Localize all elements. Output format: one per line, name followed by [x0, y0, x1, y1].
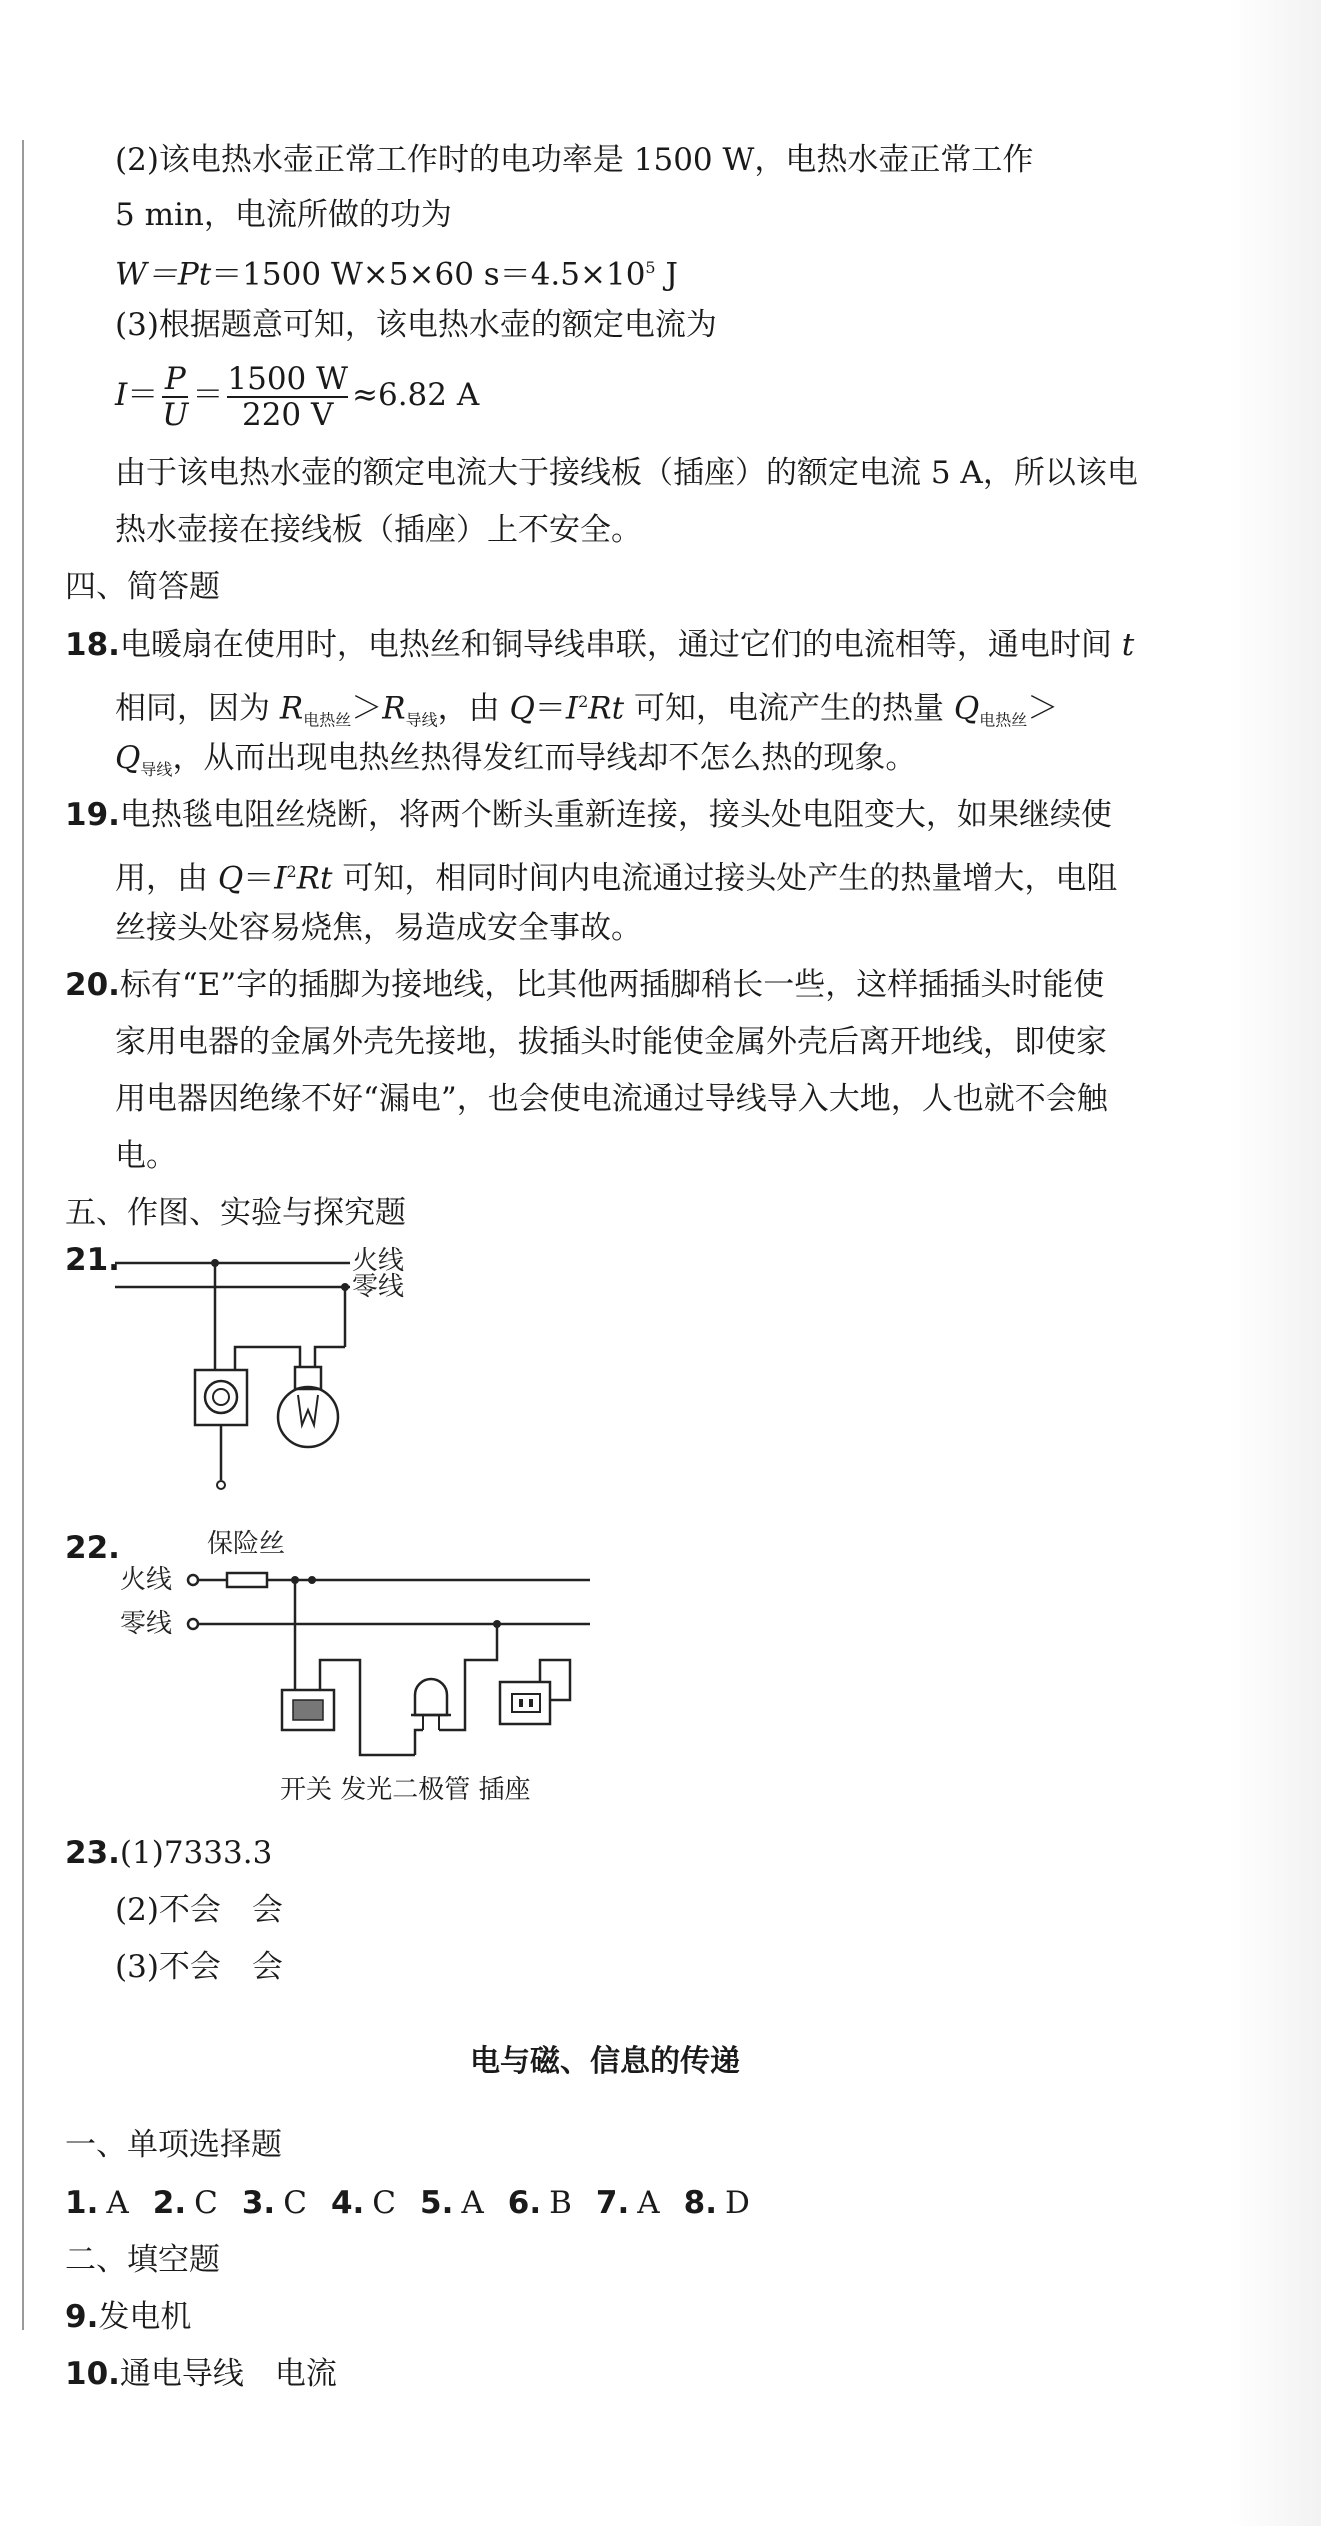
light-bulb-icon [278, 1387, 338, 1447]
led-icon [415, 1679, 447, 1715]
frac-den-u: U [162, 396, 189, 433]
q18-line3 [115, 738, 916, 790]
q20-line2: 家用电器的金属外壳先接地，拔插头时能使金属外壳后离开地线，即使家 [115, 1024, 1107, 1060]
mc-answer: B [549, 2185, 572, 2221]
neutral-label: 零线 [120, 1609, 173, 1639]
lamp-base-icon [295, 1367, 321, 1389]
q18-sq: 2 [578, 692, 589, 711]
mc-number: 6. [507, 2185, 542, 2221]
q17-part2-line2: 5 min，电流所做的功为 [115, 197, 452, 233]
mc-number: 1. [65, 2185, 99, 2221]
q20-text1: 标有“E”字的插脚为接地线，比其他两插脚稍长一些，这样插插头时能使 [119, 967, 1105, 1003]
q10-number: 10. [65, 2356, 120, 2392]
mc-answer: D [725, 2185, 750, 2221]
section-drawing-experiment: 五、作图、实验与探究题 [65, 1195, 406, 1231]
formula-i: I [115, 377, 128, 413]
q19-sq: 2 [286, 862, 297, 881]
q23-line1 [65, 1833, 272, 1873]
q22-circuit-diagram [115, 1520, 615, 1780]
q19-rt: Rt [296, 860, 333, 897]
socket-icon [195, 1370, 247, 1425]
q19-line2 [115, 852, 1117, 898]
live-label: 火线 [352, 1246, 405, 1276]
switch-button [293, 1700, 323, 1720]
q19-line1 [65, 795, 1112, 835]
mc-answer: C [283, 2185, 307, 2221]
frac-den-value: 220 V [241, 396, 334, 433]
q17-part3-line2: 由于该电热水壶的额定电流大于接线板（插座）的额定电流 5 A，所以该电 [115, 455, 1138, 491]
q19-text2b: 可知，相同时间内电流通过接头处产生的热量增大，电阻 [332, 860, 1118, 897]
q19-i: I [274, 860, 287, 897]
q19-eq: ＝ [243, 860, 275, 897]
q9-number: 9. [65, 2299, 99, 2335]
socket-hole [529, 1699, 533, 1707]
section-single-choice: 一、单项选择题 [65, 2127, 282, 2163]
neutral-terminal [188, 1619, 198, 1629]
q10-answer: 通电导线 电流 [119, 2356, 337, 2392]
fraction-values [227, 362, 348, 432]
q19-number: 19. [65, 797, 120, 833]
mc-answers-row [65, 2183, 750, 2223]
socket-hole [519, 1699, 523, 1707]
q18-i: I [565, 690, 579, 727]
mc-answer: C [194, 2185, 218, 2221]
q18-r2: R [382, 690, 406, 727]
wire [415, 1730, 423, 1755]
frac-num-value: 1500 W [227, 360, 348, 397]
q23-number: 23. [65, 1835, 120, 1871]
q21-circuit-diagram [100, 1235, 430, 1505]
q18-line2 [115, 682, 1058, 741]
q9-line [65, 2297, 191, 2337]
q17-current-formula [115, 360, 479, 432]
formula-result: ≈6.82 A [352, 377, 480, 413]
q18-eq: ＝ [534, 690, 566, 727]
q17-part2-line1: (2)该电热水壶正常工作时的电功率是 1500 W，电热水壶正常工作 [115, 142, 1034, 178]
section-fill-blank: 二、填空题 [65, 2242, 220, 2278]
mc-answer: A [461, 2185, 484, 2221]
q18-t: t [1121, 627, 1135, 663]
q18-gt1: ＞ [351, 690, 383, 727]
wire [235, 1347, 300, 1370]
section-short-answer: 四、简答题 [65, 569, 220, 605]
binding-margin-line [22, 140, 24, 2330]
mc-answer: A [637, 2185, 660, 2221]
filament [298, 1395, 318, 1425]
chapter-title: 电与磁、信息的传递 [470, 2044, 740, 2079]
formula-value: ＝1500 W×5×60 s＝4.5×10 [211, 256, 646, 293]
q18-q: Q [509, 690, 535, 727]
socket-face [512, 1694, 540, 1712]
q18-text2c: 可知，电流产生的热量 [624, 690, 954, 727]
mc-number: 3. [241, 2185, 276, 2221]
q17-work-formula [115, 248, 678, 294]
formula-exponent: 5 [645, 258, 656, 277]
mc-number: 2. [152, 2185, 187, 2221]
q18-number: 18. [65, 627, 120, 663]
socket-icon [500, 1682, 550, 1724]
q20-number: 20. [65, 967, 120, 1003]
wire [540, 1660, 570, 1700]
q18-sub-wire: 导线 [405, 710, 438, 730]
q20-line1 [65, 965, 1104, 1005]
socket-outlet-icon [205, 1381, 237, 1413]
q19-line3: 丝接头处容易烧焦，易造成安全事故。 [115, 910, 642, 946]
fuse-icon [227, 1573, 267, 1587]
formula-unit: J [655, 256, 678, 293]
q18-line1 [65, 625, 1134, 665]
q19-q: Q [217, 860, 244, 897]
fuse-label: 保险丝 [207, 1529, 286, 1559]
q23-answer3: (3)不会 会 [115, 1949, 283, 1985]
mc-number: 4. [330, 2185, 365, 2221]
q18-q3: Q [115, 740, 141, 776]
q20-line4: 电。 [115, 1138, 177, 1174]
mc-answer: C [372, 2185, 397, 2221]
neutral-label: 零线 [352, 1272, 405, 1302]
junction-dot [308, 1576, 316, 1584]
q21-num-text: 21. [65, 1242, 120, 1278]
mc-number: 5. [420, 2185, 454, 2221]
q23-answer1: (1)7333.3 [119, 1835, 273, 1871]
frac-num-p: P [162, 362, 188, 398]
live-terminal [188, 1575, 198, 1585]
q22-number [65, 1528, 120, 1568]
mc-answer: A [106, 2185, 129, 2221]
mc-number: 8. [683, 2185, 718, 2221]
q18-gt2: ＞ [1027, 690, 1059, 727]
q18-sub-wire2: 导线 [140, 760, 173, 780]
q23-answer2: (2)不会 会 [115, 1892, 283, 1928]
q17-part3-line1: (3)根据题意可知，该电热水壶的额定电流为 [115, 307, 717, 343]
q19-text1: 电热毯电阻丝烧断，将两个断头重新连接，接头处电阻变大，如果继续使 [119, 797, 1112, 833]
mc-number: 7. [595, 2185, 630, 2221]
q19-text2a: 用，由 [115, 860, 218, 897]
q17-part3-line3: 热水壶接在接线板（插座）上不安全。 [115, 512, 642, 548]
q20-line3: 用电器因绝缘不好“漏电”，也会使电流通过导线导入大地，人也就不会触 [115, 1081, 1108, 1117]
formula-pt: Pt [177, 256, 212, 293]
q9-answer: 发电机 [98, 2299, 192, 2335]
ground-terminal [217, 1481, 225, 1489]
q18-q2: Q [953, 690, 980, 727]
q18-text3: ，从而出现电热丝热得发红而导线却不怎么热的现象。 [172, 740, 917, 776]
wire [315, 1347, 345, 1367]
formula-eq: ＝ [127, 377, 159, 413]
formula-eq-2: ＝ [192, 377, 224, 413]
q18-text2b: ，由 [437, 690, 510, 727]
q22-caption: 开关 发光二极管 插座 [280, 1775, 531, 1805]
q18-r1: R [279, 690, 304, 727]
q22-num-text: 22. [65, 1530, 120, 1566]
q10-line [65, 2354, 337, 2394]
fraction-p-over-u [162, 362, 188, 432]
q18-sub-heat2: 电热丝 [979, 710, 1028, 730]
q18-sub-heat: 电热丝 [303, 710, 352, 730]
q18-text1: 电暖扇在使用时，电热丝和铜导线串联，通过它们的电流相等，通电时间 [119, 627, 1122, 663]
q18-text2a: 相同，因为 [115, 690, 280, 727]
q18-rt: Rt [588, 690, 625, 727]
live-label: 火线 [120, 1565, 173, 1595]
socket-inner [213, 1389, 229, 1405]
formula-w: W＝ [115, 256, 178, 293]
